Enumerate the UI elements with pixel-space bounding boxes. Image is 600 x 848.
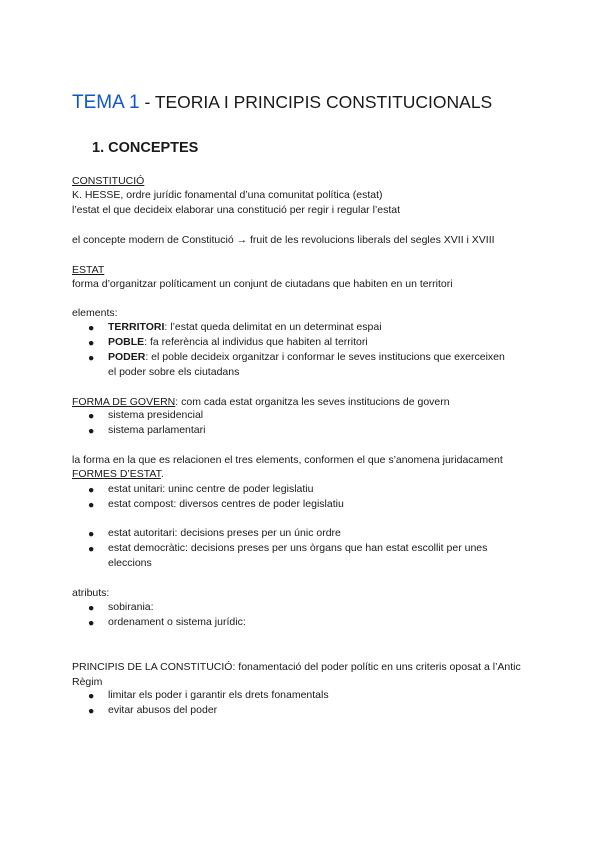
formes-item: estat autoritari: decisions preses per un únic ordre (108, 527, 341, 539)
constitucio-line-2: l’estat el que decideix elaborar una constitució per regir i regular l’estat (72, 204, 401, 216)
title-tema: TEMA 1 (72, 92, 140, 113)
formes-label-line: FORMES D’ESTAT. (72, 468, 164, 480)
estat-definition: forma d’organitzar políticament un conjunt de ciutadans que habiten en un territori (72, 278, 453, 290)
section-heading: 1. CONCEPTES (92, 140, 199, 156)
bullet-icon: ● (88, 543, 95, 555)
formes-item: estat compost: diversos centres de poder legislatiu (108, 498, 344, 510)
atributs-label: atributs: (72, 587, 110, 599)
principis-text: PRINCIPIS DE LA CONSTITUCIÓ: fonamentació del poder polític en uns criteris oposat a l’Antic Règim (72, 661, 521, 688)
element-item: TERRITORI: l’estat queda delimitat en un determinat espai (108, 321, 382, 333)
bullet-icon: ● (88, 705, 95, 717)
bullet-icon: ● (88, 322, 95, 334)
bullet-icon: ● (88, 690, 95, 702)
formes-item: estat unitari: uninc centre de poder legislatiu (108, 483, 314, 495)
title-rest: - TEORIA I PRINCIPIS CONSTITUCIONALS (139, 92, 493, 112)
bullet-icon: ● (88, 425, 95, 437)
constitucio-label: CONSTITUCIÓ (72, 175, 145, 187)
element-item: PODER: el poble decideix organitzar i conformar le seves institucions que exerceixen el poder sobre els ciutadans (108, 351, 505, 378)
govern-item: sistema presidencial (108, 409, 204, 421)
elements-label: elements: (72, 307, 118, 319)
bullet-icon: ● (88, 352, 95, 364)
estat-label: ESTAT (72, 264, 105, 276)
principis-item: limitar els poder i garantir els drets fonamentals (108, 689, 329, 701)
formes-intro: la forma en la que es relacionen el tres elements, conformen el que s’anomena juridacament (72, 454, 503, 466)
bullet-icon: ● (88, 617, 95, 629)
bullet-icon: ● (88, 528, 95, 540)
page-title (72, 92, 492, 114)
atributs-item: sobirania: (108, 601, 154, 613)
principis-item: evitar abusos del poder (108, 704, 218, 716)
govern-item: sistema parlamentari (108, 424, 206, 436)
element-item: POBLE: fa referència al individus que habiten al territori (108, 336, 368, 348)
bullet-icon: ● (88, 337, 95, 349)
bullet-icon: ● (88, 484, 95, 496)
formes-item: estat democràtic: decisions preses per uns òrgans que han estat escollit per unes eleccions (108, 542, 488, 569)
constitucio-line-3: el concepte modern de Constitució → fruit de les revolucions liberals del segles XVII i XVIII (72, 234, 495, 246)
govern-line: FORMA DE GOVERN: com cada estat organitza les seves institucions de govern (72, 396, 450, 408)
bullet-icon: ● (88, 499, 95, 511)
atributs-item: ordenament o sistema jurídic: (108, 616, 246, 628)
bullet-icon: ● (88, 602, 95, 614)
bullet-icon: ● (88, 410, 95, 422)
constitucio-line-1: K. HESSE, ordre jurídic fonamental d’una comunitat política (estat) (72, 189, 383, 201)
